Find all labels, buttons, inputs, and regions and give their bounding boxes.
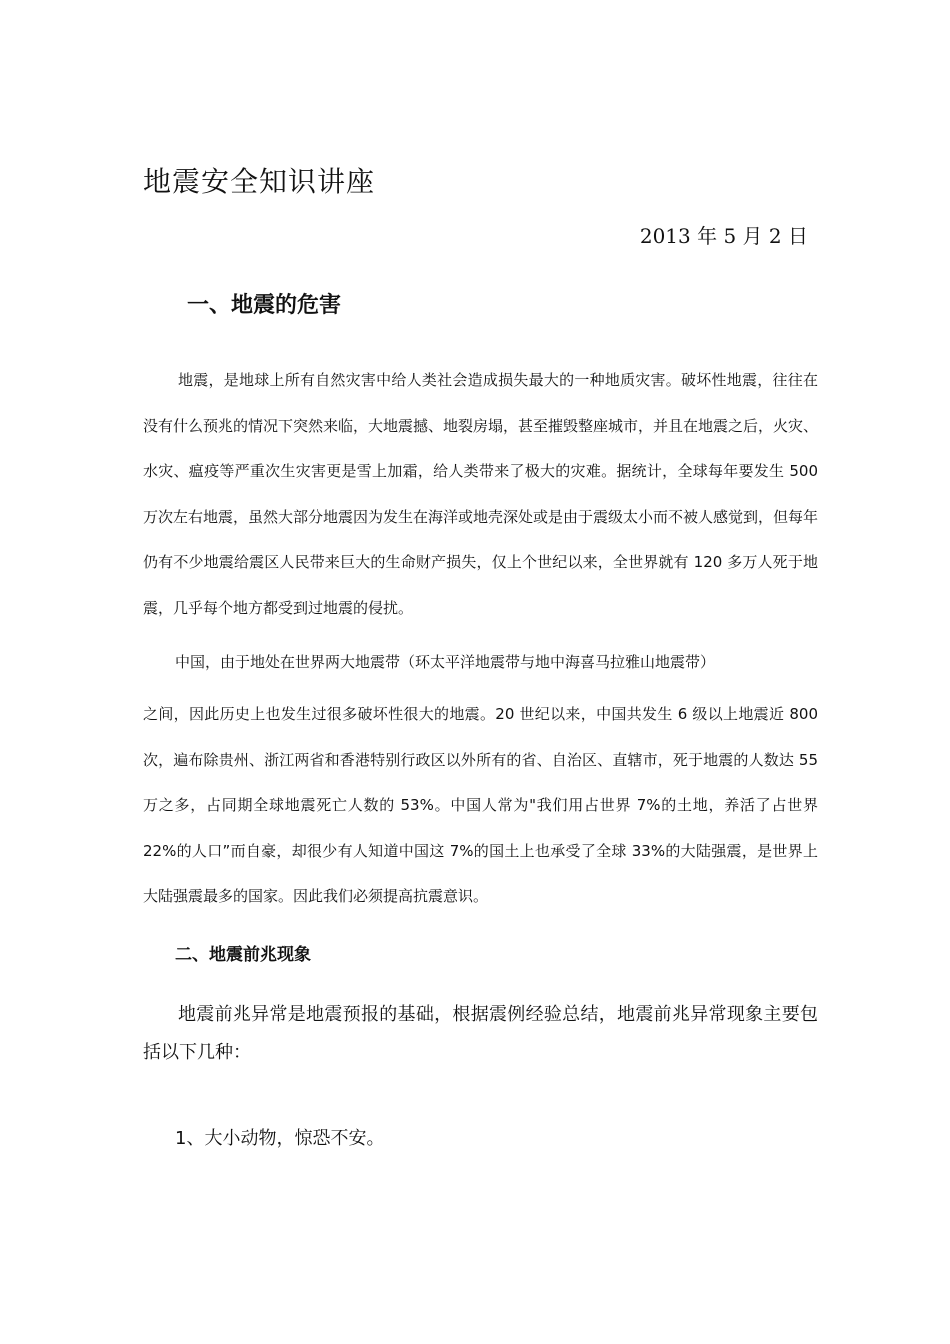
section-1-paragraph-1: 地震，是地球上所有自然灾害中给人类社会造成损失最大的一种地质灾害。破坏性地震，往往在没有什么预兆的情况下突然来临，大地震撼、地裂房塌，甚至摧毁整座城市，并且在地震之后，火灾、水灾、瘟疫等严重次生灾害更是雪上加霜，给人类带来了极大的灾难。据统计，全球每年要发生 500 万次左右地震，虽然大部分地震因为发生在海洋或地壳深处或是由于震级太小而不被人感觉到，但每年仍有不少地震给震区人民带来巨大的生命财产损失，仅上个世纪以来，全世界就有 120 多万人死于地震，几乎每个地方都受到过地震的侵扰。	[143, 371, 819, 617]
section-1-paragraph-2-body: 之间，因此历史上也发生过很多破坏性很大的地震。20 世纪以来，中国共发生 6 级以上地震近 800 次，遍布除贵州、浙江两省和香港特别行政区以外所有的省、自治区、直辖市，死于地震的人数达 55 万之多，占同期全球地震死亡人数的 53%。中国人常为"我们用占世界 7%的土地，养活了占世界 22%的人口”而自豪，却很少有人知道中国这 7%的国土上也承受了全球 33%的大陆强震，是世界上大陆强震最多的国家。因此我们必须提高抗震意识。	[143, 705, 818, 905]
document-title: 地震安全知识讲座	[143, 165, 376, 198]
section-2-paragraph: 地震前兆异常是地震预报的基础，根据震例经验总结，地震前兆异常现象主要包括以下几种：	[143, 1004, 818, 1063]
section-1-paragraph-2-first-line: 中国，由于地处在世界两大地震带（环太平洋地震带与地中海喜马拉雅山地震带）	[175, 653, 716, 671]
section-1-heading: 一、地震的危害	[187, 293, 342, 318]
document-date: 2013 年 5 月 2 日	[639, 224, 808, 248]
section-2-heading: 二、地震前兆现象	[175, 945, 311, 965]
list-item: 1、大小动物，惊恐不安。	[175, 1128, 385, 1149]
